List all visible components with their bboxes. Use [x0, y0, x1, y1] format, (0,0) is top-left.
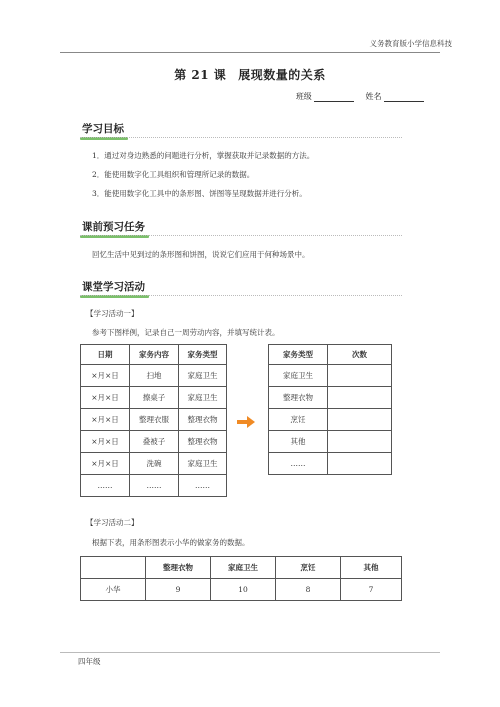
count-input-cell[interactable]: [328, 431, 392, 453]
name-blank[interactable]: [384, 92, 424, 102]
table-cell: 烹饪: [269, 409, 328, 431]
section-rule: [80, 137, 402, 138]
table-header: 家庭卫生: [211, 557, 276, 579]
table-header: 家务类型: [179, 345, 227, 365]
right-arrow-icon: [237, 416, 255, 428]
table-cell: 其他: [269, 431, 328, 453]
name-label: 姓名: [365, 92, 382, 101]
table-row: [81, 475, 227, 497]
table-cell: 整理衣服: [130, 409, 179, 431]
lesson-number: 第 21 课: [174, 68, 227, 82]
page-title: [0, 66, 500, 83]
table-cell: ……: [130, 475, 179, 497]
count-input-cell[interactable]: [328, 453, 392, 475]
table-row: [81, 431, 227, 453]
section-title-goals: 学习目标: [80, 121, 128, 138]
table-cell: 家庭卫生: [179, 387, 227, 409]
table-cell: 家庭卫生: [269, 365, 328, 387]
table-cell: 家庭卫生: [179, 365, 227, 387]
table-header: 日期: [81, 345, 130, 365]
section-rule: [80, 295, 402, 296]
class-blank[interactable]: [314, 92, 354, 102]
table-row: [269, 409, 392, 431]
table-cell: ×月×日: [81, 431, 130, 453]
count-input-cell[interactable]: [328, 365, 392, 387]
name-bar: [296, 91, 424, 102]
class-label: 班级: [295, 92, 312, 101]
xiaohua-household-table: [80, 556, 402, 601]
lesson-name: 展现数量的关系: [238, 68, 326, 82]
table-cell: ……: [179, 475, 227, 497]
table-cell: 整理衣物: [269, 387, 328, 409]
table-header: 家务内容: [130, 345, 179, 365]
table-cell: ×月×日: [81, 409, 130, 431]
table-cell: 擦桌子: [130, 387, 179, 409]
activity-2-label: 【学习活动二】: [86, 518, 139, 527]
table-row: [269, 453, 392, 475]
section-title-activities: 课堂学习活动: [80, 279, 149, 296]
table-row: [81, 453, 227, 475]
activity-2-instruction: 根据下表，用条形图表示小华的做家务的数据。: [92, 538, 250, 547]
footer-grade: 四年级: [78, 657, 101, 666]
table-row: [269, 387, 392, 409]
header-series-title: 义务教育版小学信息科技: [369, 39, 452, 48]
table-row: [81, 409, 227, 431]
activity-1-instruction: 参考下图样例，记录自己一周劳动内容，并填写统计表。: [92, 328, 280, 337]
table-header: 整理衣物: [146, 557, 211, 579]
activity-1-label: 【学习活动一】: [86, 309, 139, 318]
table-cell: 洗碗: [130, 453, 179, 475]
table-cell: ×月×日: [81, 365, 130, 387]
household-count-table: [268, 344, 392, 475]
count-input-cell[interactable]: [328, 409, 392, 431]
table-row: [81, 365, 227, 387]
table-cell: 整理衣物: [179, 431, 227, 453]
goal-item-1: 1．通过对身边熟悉的问题进行分析，掌握获取并记录数据的方法。: [92, 151, 315, 160]
table-cell: 小华: [81, 579, 146, 601]
table-cell: 家庭卫生: [179, 453, 227, 475]
table-row: [81, 387, 227, 409]
table-header: 烹饪: [276, 557, 341, 579]
table-cell: 叠被子: [130, 431, 179, 453]
table-row: [269, 365, 392, 387]
table-header: 次数: [328, 345, 392, 365]
table-cell: 8: [276, 579, 341, 601]
footer-divider: [60, 652, 440, 653]
table-cell: 整理衣物: [179, 409, 227, 431]
table-cell: ×月×日: [81, 453, 130, 475]
table-header: [81, 557, 146, 579]
count-input-cell[interactable]: [328, 387, 392, 409]
table-cell: 扫地: [130, 365, 179, 387]
goal-item-3: 3．能使用数字化工具中的条形图、饼图等呈现数据并进行分析。: [92, 189, 307, 198]
table-cell: ×月×日: [81, 387, 130, 409]
section-title-preview: 课前预习任务: [80, 219, 149, 236]
household-record-table: [80, 344, 227, 497]
table-header: 家务类型: [269, 345, 328, 365]
goal-item-2: 2．能使用数字化工具组织和管理所记录的数据。: [92, 170, 255, 179]
table-header: 其他: [341, 557, 402, 579]
table-row: [81, 579, 402, 601]
table-cell: ……: [81, 475, 130, 497]
preview-task-text: 回忆生活中见到过的条形图和饼图，说说它们应用于何种场景中。: [92, 250, 310, 259]
header-divider: [60, 52, 440, 53]
table-cell: 7: [341, 579, 402, 601]
table-cell: 9: [146, 579, 211, 601]
table-cell: 10: [211, 579, 276, 601]
section-rule: [80, 235, 402, 236]
table-cell: ……: [269, 453, 328, 475]
table-row: [269, 431, 392, 453]
